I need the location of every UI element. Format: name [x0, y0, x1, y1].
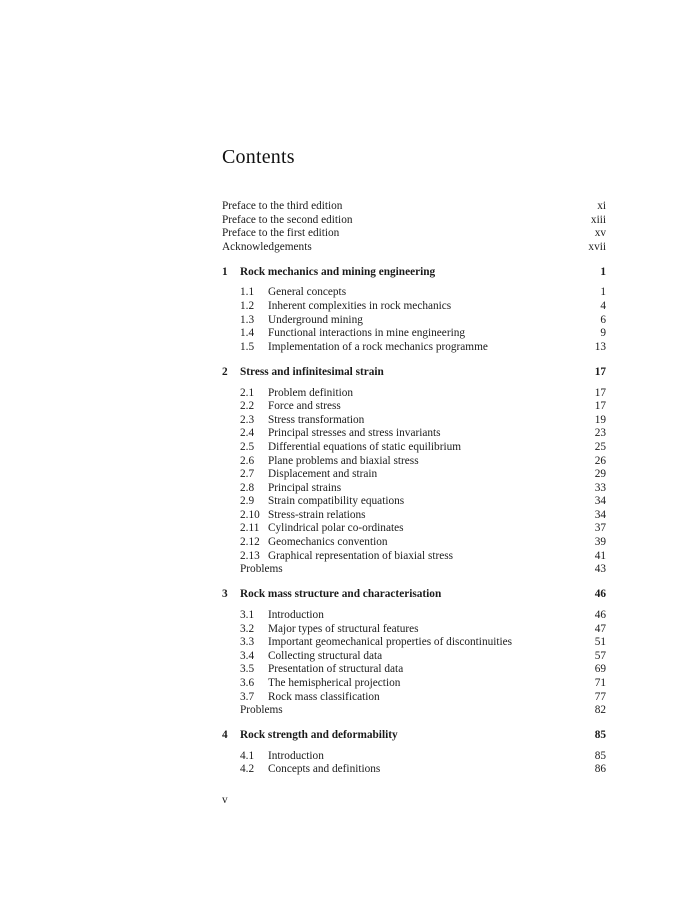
entry-page-number: xv [594, 227, 606, 240]
section-page-number: 37 [594, 522, 606, 535]
chapter-heading [222, 729, 606, 743]
chapter-page-number: 17 [594, 365, 606, 378]
page-title: Contents [222, 146, 295, 168]
section-title: Concepts and definitions [268, 763, 381, 776]
section-row [222, 482, 606, 496]
section-list [222, 609, 606, 718]
footer-page-number: v [222, 794, 228, 806]
entry-page-number: xvii [588, 240, 606, 253]
section-title: Displacement and strain [268, 468, 378, 481]
section-title: Underground mining [268, 313, 363, 326]
chapter-heading [222, 366, 606, 380]
entry-label: Preface to the first edition [222, 227, 340, 240]
section-title: Principal stresses and stress invariants [268, 427, 441, 440]
section-number: 2.4 [240, 427, 255, 440]
section-page-number: 71 [594, 676, 606, 689]
chapter-number: 3 [222, 588, 228, 601]
front-matter-list [222, 200, 606, 254]
section-number: 1.2 [240, 300, 255, 313]
section-page-number: 41 [594, 549, 606, 562]
section-number: 4.1 [240, 749, 255, 762]
section-row [222, 509, 606, 523]
section-page-number: 33 [594, 481, 606, 494]
section-number: 3.6 [240, 676, 255, 689]
section-row [222, 387, 606, 401]
section-list [222, 387, 606, 577]
section-number: 3.2 [240, 622, 255, 635]
front-matter-entry [222, 214, 606, 228]
section-number: 2.7 [240, 468, 255, 481]
section-page-number: 82 [594, 704, 606, 717]
chapter-page-number: 85 [594, 729, 606, 742]
section-row [222, 623, 606, 637]
section-title: Geomechanics convention [268, 536, 388, 549]
section-title: Introduction [268, 749, 324, 762]
section-row [222, 563, 606, 577]
section-row [222, 763, 606, 777]
front-matter-entry [222, 241, 606, 255]
section-number: 2.3 [240, 413, 255, 426]
section-title: The hemispherical projection [268, 676, 401, 689]
section-row [222, 414, 606, 428]
section-row [222, 650, 606, 664]
chapter-block [222, 729, 606, 777]
section-number: 1.3 [240, 313, 255, 326]
section-page-number: 69 [594, 663, 606, 676]
section-title: Strain compatibility equations [268, 495, 405, 508]
section-page-number: 47 [594, 622, 606, 635]
section-number: 3.7 [240, 690, 255, 703]
section-title: Functional interactions in mine engineering [268, 327, 466, 340]
section-row [222, 427, 606, 441]
section-title: Collecting structural data [268, 649, 383, 662]
section-number: 2.10 [240, 508, 260, 521]
section-title: Graphical representation of biaxial stress [268, 549, 454, 562]
section-page-number: 85 [594, 749, 606, 762]
chapter-title: Stress and infinitesimal strain [240, 365, 384, 378]
section-page-number: 1 [600, 286, 606, 299]
section-row [222, 495, 606, 509]
section-row [222, 327, 606, 341]
section-number: 2.12 [240, 536, 260, 549]
entry-label: Acknowledgements [222, 240, 312, 253]
section-number: 2.8 [240, 481, 255, 494]
section-page-number: 39 [594, 536, 606, 549]
section-page-number: 17 [594, 386, 606, 399]
section-title: General concepts [268, 286, 347, 299]
section-page-number: 13 [594, 340, 606, 353]
section-title: Presentation of structural data [268, 663, 404, 676]
section-page-number: 9 [600, 327, 606, 340]
section-title: Important geomechanical properties of discontinuities [268, 636, 513, 649]
section-page-number: 77 [594, 690, 606, 703]
section-row [222, 441, 606, 455]
section-title: Cylindrical polar co-ordinates [268, 522, 404, 535]
section-title: Introduction [268, 608, 324, 621]
chapter-page-number: 1 [600, 265, 606, 278]
section-row [222, 314, 606, 328]
section-number: 2.5 [240, 440, 255, 453]
chapter-heading [222, 266, 606, 280]
section-page-number: 6 [600, 313, 606, 326]
section-number: 2.9 [240, 495, 255, 508]
section-page-number: 86 [594, 763, 606, 776]
section-page-number: 17 [594, 400, 606, 413]
section-number: 2.6 [240, 454, 255, 467]
section-page-number: 4 [600, 300, 606, 313]
entry-label: Preface to the second edition [222, 213, 353, 226]
section-number: 1.5 [240, 340, 255, 353]
section-number: 2.2 [240, 400, 255, 413]
section-row [222, 300, 606, 314]
section-title: Plane problems and biaxial stress [268, 454, 419, 467]
section-row [222, 691, 606, 705]
section-title: Stress-strain relations [268, 508, 366, 521]
entry-page-number: xi [597, 200, 606, 212]
chapter-block [222, 366, 606, 577]
section-page-number: 25 [594, 440, 606, 453]
section-title: Force and stress [268, 400, 341, 413]
chapter-title: Rock strength and deformability [240, 729, 398, 742]
section-list [222, 750, 606, 777]
section-number: 3.5 [240, 663, 255, 676]
section-page-number: 34 [594, 495, 606, 508]
section-row [222, 677, 606, 691]
chapter-number: 1 [222, 265, 228, 278]
section-number: 3.4 [240, 649, 255, 662]
section-number: 1.1 [240, 286, 255, 299]
section-title: Rock mass classification [268, 690, 380, 703]
section-number: 2.11 [240, 522, 260, 535]
section-title: Problems [240, 563, 283, 576]
section-title: Major types of structural features [268, 622, 419, 635]
chapter-page-number: 46 [594, 588, 606, 601]
section-list [222, 286, 606, 354]
section-title: Principal strains [268, 481, 342, 494]
section-number: 2.1 [240, 386, 255, 399]
section-page-number: 34 [594, 508, 606, 521]
front-matter-entry [222, 200, 606, 214]
chapter-number: 2 [222, 365, 228, 378]
section-title: Differential equations of static equilibrium [268, 440, 462, 453]
section-number: 4.2 [240, 763, 255, 776]
chapter-heading [222, 588, 606, 602]
section-row [222, 663, 606, 677]
section-number: 3.1 [240, 608, 255, 621]
section-number: 1.4 [240, 327, 255, 340]
chapter-block [222, 266, 606, 355]
chapter-title: Rock mass structure and characterisation [240, 588, 442, 601]
chapter-number: 4 [222, 729, 228, 742]
section-row [222, 536, 606, 550]
section-page-number: 51 [594, 636, 606, 649]
chapter-title: Rock mechanics and mining engineering [240, 265, 436, 278]
section-title: Stress transformation [268, 413, 365, 426]
section-title: Inherent complexities in rock mechanics [268, 300, 452, 313]
section-number: 2.13 [240, 549, 260, 562]
section-row [222, 704, 606, 718]
section-row [222, 286, 606, 300]
section-page-number: 29 [594, 468, 606, 481]
entry-label: Preface to the third edition [222, 200, 343, 212]
toc-content [222, 146, 606, 777]
section-row [222, 400, 606, 414]
section-page-number: 26 [594, 454, 606, 467]
chapter-list [222, 266, 606, 777]
section-row [222, 468, 606, 482]
section-row [222, 636, 606, 650]
section-title: Problems [240, 704, 283, 717]
section-number: 3.3 [240, 636, 255, 649]
section-page-number: 19 [594, 413, 606, 426]
section-title: Problem definition [268, 386, 354, 399]
section-row [222, 522, 606, 536]
section-page-number: 23 [594, 427, 606, 440]
section-row [222, 750, 606, 764]
section-row [222, 609, 606, 623]
section-row [222, 341, 606, 355]
section-title: Implementation of a rock mechanics programme [268, 340, 488, 353]
front-matter-entry [222, 227, 606, 241]
section-page-number: 46 [594, 608, 606, 621]
chapter-block [222, 588, 606, 717]
entry-page-number: xiii [590, 213, 606, 226]
section-row [222, 455, 606, 469]
section-row [222, 550, 606, 564]
section-page-number: 57 [594, 649, 606, 662]
section-page-number: 43 [594, 563, 606, 576]
